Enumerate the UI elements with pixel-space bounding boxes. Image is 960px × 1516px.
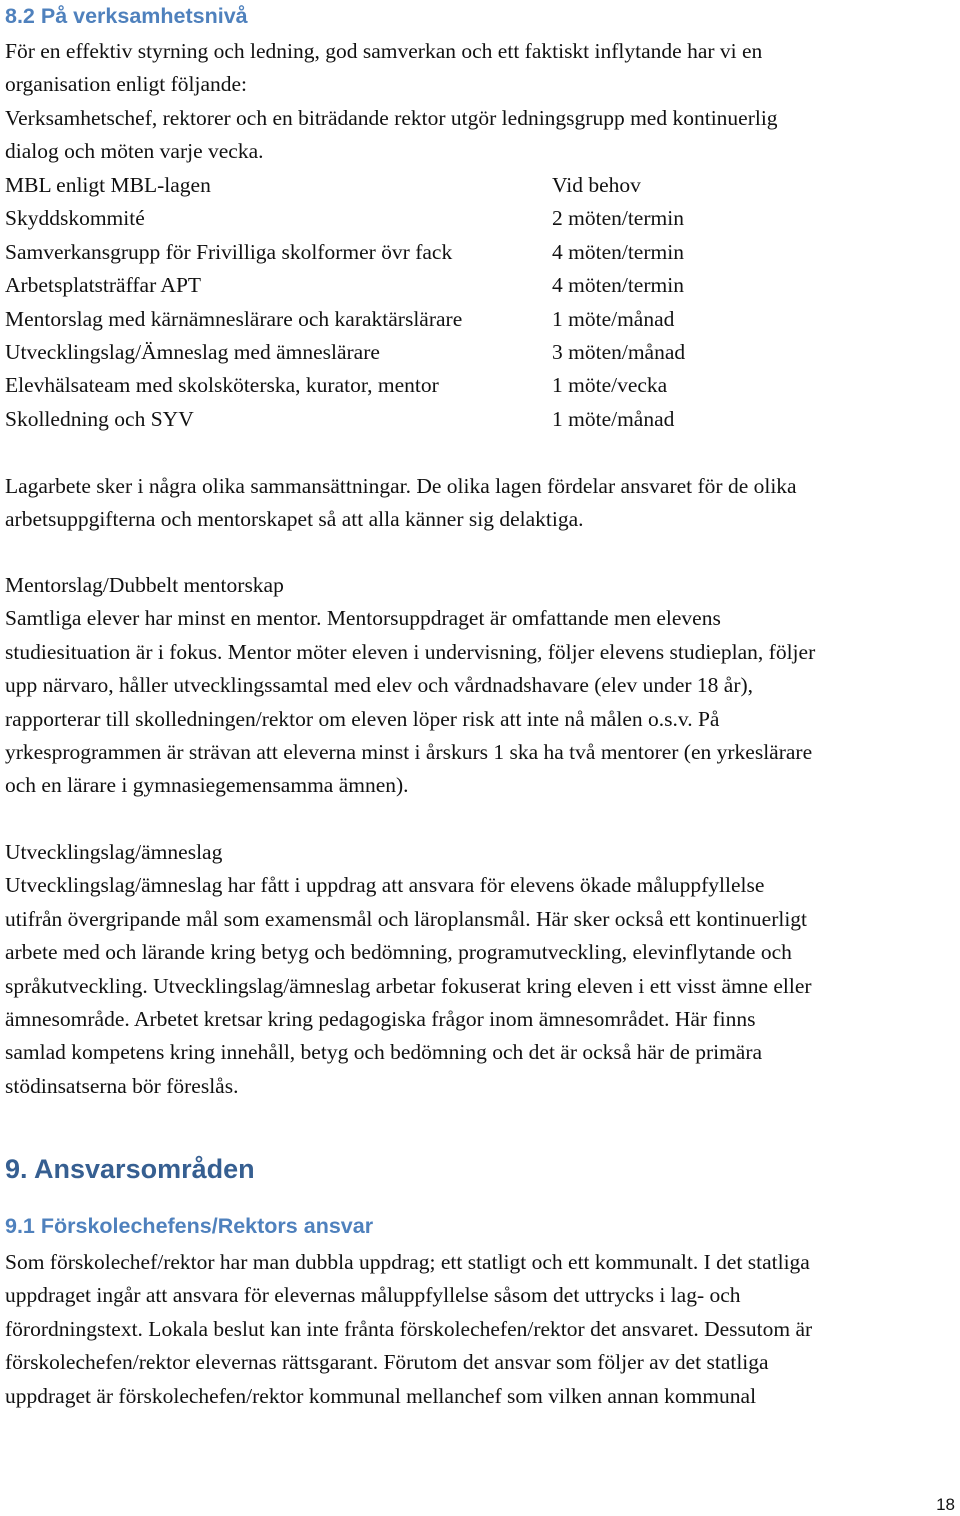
table-row [5,369,685,402]
section-heading [5,4,248,29]
text-line: arbetsuppgifterna och mentorskapet så att alla känner sig delaktiga. [5,507,584,532]
text-line: stödinsatserna bör föreslås. [5,1073,239,1098]
intro-paragraph [5,35,778,169]
meeting-frequency: 1 möte/månad [552,306,675,331]
meeting-frequency: 4 möten/termin [552,239,684,264]
text-line: För en effektiv styrning och ledning, god samverkan och ett faktiskt inflytande har vi en [5,39,763,63]
dev-team-section [5,836,812,1103]
heading-9: 9. Ansvarsområden [5,1154,255,1184]
text-line: organisation enligt följande: [5,72,248,97]
table-row [5,169,685,202]
text-line: Verksamhetschef, rektorer och en biträdande rektor utgör ledningsgrupp med kontinuerlig [5,105,778,130]
text-line: upp närvaro, håller utvecklingssamtal med elev och vårdnadshavare (elev under 18 år), [5,673,754,698]
text-line: uppdraget ingår att ansvara för elevernas måluppfyllelse såsom det uttrycks i lag- och [5,1283,741,1308]
text-line: yrkesprogrammen är strävan att eleverna minst i årskurs 1 ska ha två mentorer (en yrkeslärare [5,739,813,764]
text-line: arbete med och lärande kring betyg och bedömning, programutveckling, elevinflytande och [5,940,792,965]
meeting-frequency: Vid behov [552,173,641,197]
meeting-frequency: 2 möten/termin [552,206,684,231]
heading-9-1: 9.1 Förskolechefens/Rektors ansvar [5,1214,374,1238]
section-heading [5,1214,373,1239]
meeting-group: Skolledning och SYV [5,406,194,431]
table-row [5,236,685,269]
table-row [5,269,685,302]
text-line: studiesituation är i fokus. Mentor möter eleven i undervisning, följer elevens studieplan, följer [5,639,816,664]
text-line: utifrån övergripande mål som examensmål och läroplansmål. Här sker också ett kontinuerligt [5,906,808,931]
meeting-frequency: 4 möten/termin [552,273,684,298]
text-line: språkutveckling. Utvecklingslag/ämneslag arbetar fokuserat kring eleven i ett visst ämne eller [5,973,812,998]
text-line: Lagarbete sker i några olika sammansättningar. De olika lagen fördelar ansvaret för de olika [5,474,797,498]
text-line: Som förskolechef/rektor har man dubbla uppdrag; ett statligt och ett kommunalt. I det statliga [5,1250,810,1274]
text-line: uppdraget är förskolechefen/rektor kommunal mellanchef som vilken annan kommunal [5,1383,757,1408]
table-row [5,403,685,436]
text-line: samlad kompetens kring innehåll, betyg och bedömning och det är också här de primära [5,1040,763,1065]
text-line: förskolechefen/rektor elevernas rättsgarant. Förutom det ansvar som följer av det statliga [5,1350,769,1375]
text-line: och en lärare i gymnasiegemensamma ämnen). [5,773,409,798]
meeting-group: MBL enligt MBL-lagen [5,173,211,197]
mentor-section [5,569,815,803]
meeting-frequency: 1 möte/vecka [552,373,668,398]
heading-8-2: 8.2 På verksamhetsnivå [5,4,248,28]
text-line: dialog och möten varje vecka. [5,139,264,164]
table-row [5,336,685,369]
text-line: ämnesområde. Arbetet kretsar kring pedagogiska frågor inom ämnesområdet. Här finns [5,1006,756,1031]
teamwork-paragraph [5,470,797,537]
table-row [5,303,685,336]
meeting-group: Skyddskommité [5,206,145,231]
meetings-table [5,169,685,436]
meeting-group: Arbetsplatsträffar APT [5,273,202,298]
subsection-title: Mentorslag/Dubbelt mentorskap [5,573,284,597]
text-line: Utvecklingslag/ämneslag har fått i uppdrag att ansvara för elevens ökade måluppfyllelse [5,873,765,898]
meeting-frequency: 3 möten/månad [552,339,686,364]
chapter-heading [5,1154,255,1185]
meeting-group: Samverkansgrupp för Frivilliga skolformer övr fack [5,239,453,264]
text-line: rapporterar till skolledningen/rektor om eleven löper risk att inte nå målen o.s.v. På [5,706,720,731]
text-line: förordningstext. Lokala beslut kan inte frånta förskolechefen/rektor det ansvaret. Dessutom är [5,1316,813,1341]
meeting-frequency: 1 möte/månad [552,406,675,431]
page-number: 18 [936,1495,955,1514]
responsibility-paragraph [5,1246,812,1413]
meeting-group: Mentorslag med kärnämneslärare och karaktärslärare [5,306,463,331]
meeting-group: Elevhälsateam med skolsköterska, kurator, mentor [5,373,439,398]
meeting-group: Utvecklingslag/Ämneslag med ämneslärare [5,339,380,364]
table-row [5,202,685,235]
subsection-title: Utvecklingslag/ämneslag [5,840,223,864]
text-line: Samtliga elever har minst en mentor. Mentorsuppdraget är omfattande men elevens [5,606,721,631]
